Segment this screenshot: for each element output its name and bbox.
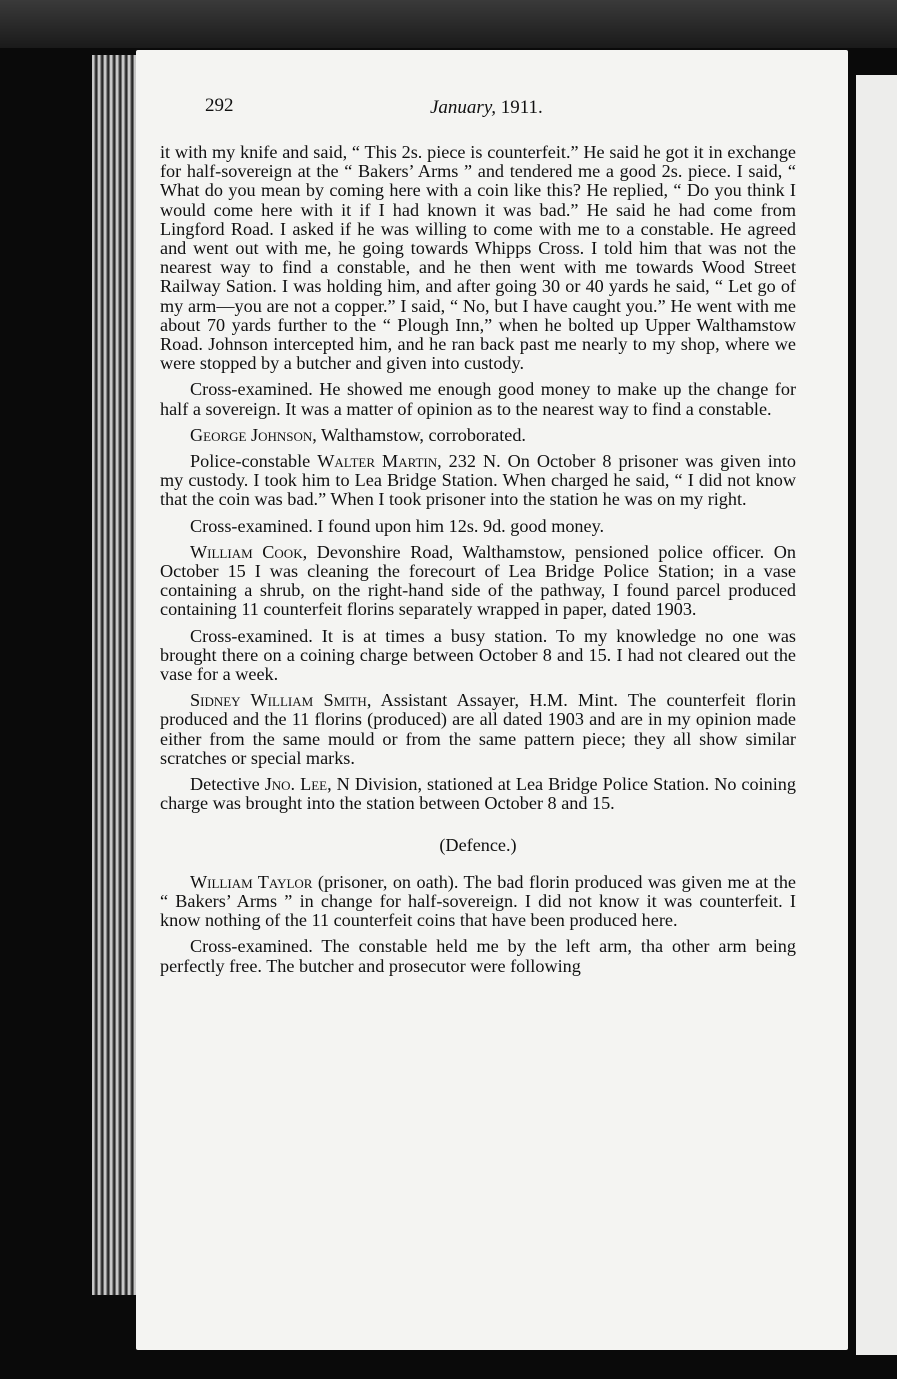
paragraph — [160, 627, 796, 685]
witness-name: William Taylor — [190, 871, 313, 892]
paragraph-text: it with my knife and said, “ This 2s. piece is counterfeit.” He said he got it in exchange for half-sovereign at the “ Bakers’ Arms ” and tendered me a good 2s. piece. I said, “ What do you mean by coming here with a coin like this? He replied, “ Do you think I would come here with it if I had known it was bad.” He said he had come from Lingford Road. I asked if he was willing to come with me to a constable. He agreed and went out with me, he going towards Whipps Cross. I told him that was not the nearest way to find a constable, and he then went with me towards Wood Street Railway Sation. I was holding him, and after going 30 or 40 yards he said, “ Let go of my arm—you are not a copper.” I said, “ No, but I have caught you.” He went with me about 70 yards further to the “ Plough Inn,” when he bolted up Upper Walthamstow Road. Johnson intercepted him, and he ran back past me nearly to my shop, where we were stopped by a butcher and given into custody. — [160, 142, 796, 374]
paragraph — [160, 691, 796, 768]
paragraph — [160, 543, 796, 620]
scan-top-edge — [0, 0, 897, 48]
witness-name: George Johnson — [190, 424, 313, 445]
paragraph-text: Cross-examined. He showed me enough good money to make up the change for half a sovereign. It was a matter of opinion as to the nearest way to find a constable. — [160, 379, 796, 419]
paragraph — [160, 143, 796, 373]
paragraph — [160, 937, 796, 975]
paragraph-text: Cross-examined. It is at times a busy station. To my knowledge no one was brought there on a coining charge between October 8 and 15. I had not cleared out the vase for a week. — [160, 625, 796, 685]
page-number: 292 — [205, 95, 234, 116]
paragraph-text: Cross-examined. The constable held me by the left arm, tha other arm being perfectly free. The butcher and prosecutor were following — [160, 936, 796, 976]
paragraph — [160, 380, 796, 418]
paragraph-text: (prisoner, on oath). The bad florin produced was given me at the “ Bakers’ Arms ” in change for half-sovereign. I did not know it was counterfeit. I know nothing of the 11 counterfeit coins that have been produced here. — [160, 871, 796, 931]
page-header — [205, 95, 775, 129]
witness-name: Walter Martin — [317, 451, 438, 472]
facing-page-edge — [856, 75, 897, 1355]
book-spine — [92, 55, 136, 1295]
paragraph — [160, 517, 796, 536]
running-head-month: January, — [430, 97, 496, 118]
running-head-year: 1911. — [495, 97, 543, 118]
paragraph-text: , Devonshire Road, Walthamstow, pensioned police officer. On October 15 I was cleaning the forecourt of Lea Bridge Police Station; in a vase containing a shrub, on the right-hand side of the pathway, I found parcel produced containing 11 counterfeit florins separately wrapped in paper, dated 1903. — [160, 541, 796, 620]
running-head — [430, 97, 543, 119]
paragraph-text: , Walthamstow, corroborated. — [312, 424, 526, 445]
witness-title: Detective — [190, 774, 265, 795]
paragraph — [160, 452, 796, 510]
paragraph-text: , 232 N. On October 8 prisoner was given into my custody. I took him to Lea Bridge Station. When charged he said, “ I did not know that the coin was bad.” When I took prisoner into the station he was on my right. — [160, 451, 796, 510]
witness-name: William Cook — [190, 541, 303, 562]
paragraph-text: , N Division, stationed at Lea Bridge Police Station. No coining charge was brought into the station between October 8 and 15. — [160, 774, 796, 814]
section-heading: (Defence.) — [439, 834, 517, 855]
paragraph — [160, 426, 796, 445]
witness-name: Jno. Lee — [264, 774, 328, 795]
witness-title: Police-constable — [190, 451, 318, 472]
paragraph — [160, 873, 796, 931]
witness-name: Sidney William Smith — [190, 690, 367, 711]
paragraph-text: Cross-examined. I found upon him 12s. 9d. good money. — [190, 515, 605, 536]
page-body — [160, 143, 796, 983]
paragraph-text: , Assistant Assayer, H.M. Mint. The counterfeit florin produced and the 11 florins (produced) are all dated 1903 and are in my opinion made either from the same mould or from the same pattern piece; they all show similar scratches or special marks. — [160, 690, 796, 768]
paragraph — [160, 775, 796, 813]
